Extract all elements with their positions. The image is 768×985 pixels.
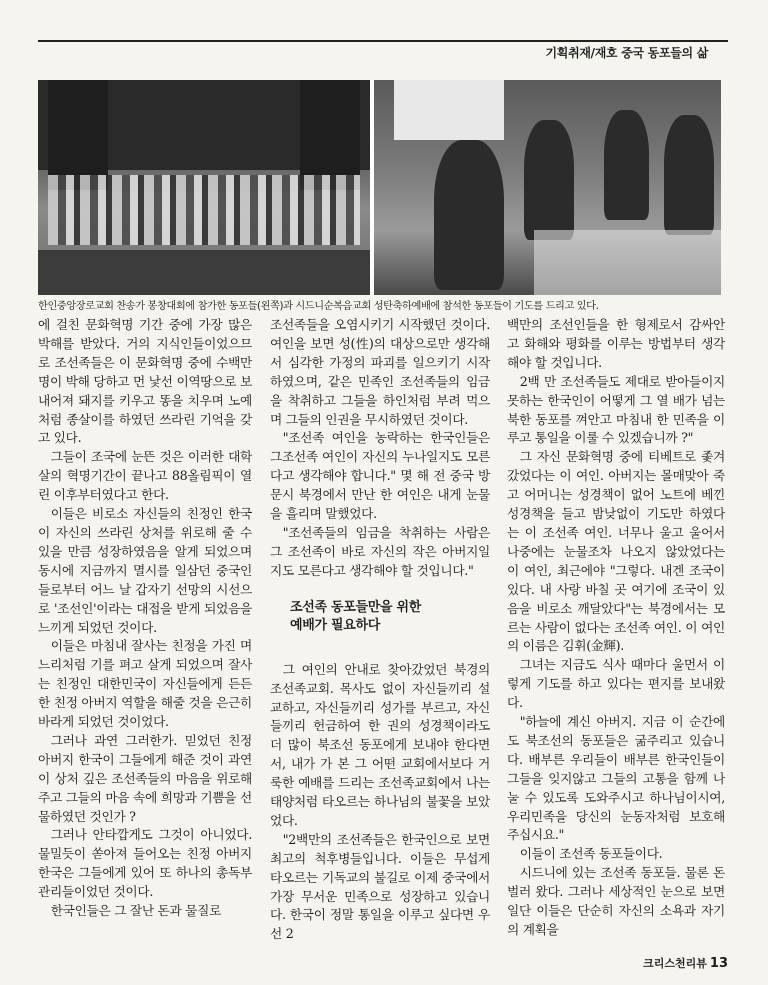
paragraph: 에 걸친 문화혁명 기간 중에 가장 많은 박해를 받았다. 거의 지식인들이었으므로 조선족들은 이 문화혁명 중에 수백만 명이 박해 당하고 먼 낯선 이역땅으로 보내어져 돼지를 키우고 똥을 치우며 노예처럼 종살이를 하였던 쓰라린 기억을 갖고 있다. — [38, 317, 252, 446]
page-number: 13 — [709, 956, 728, 971]
paragraph: 이들은 비로소 자신들의 친정인 한국이 자신의 쓰라린 상처를 위로해 줄 수 있을 만큼 성장하였음을 알게 되었으며 동시에 지금까지 멸시를 일삼던 중국인들로부터 어느 날 갑자기 선망의 시선으로 '조선인'이라는 대접을 받게 되었음을 느끼게 되었던 것이다. — [38, 506, 252, 635]
paragraph: 그 자신 문화혁명 중에 티베트로 좇겨갔었다는 이 여인. 아버지는 몰매맞아 죽고 어머니는 성경책이 없어 노트에 베낀 성경책을 들고 밤낮없이 기도만 하였다는 이 조선족 여인. 너무나 울고 울어서 나중에는 눈물조차 나오지 않았었다는 이 여인, 최근에야 "그렇다. 내겐 조국이 있다. 내 사랑 바칠 곳 여기에 조국이 있음을 비로소 깨달았다"는 북경에서는 모르는 사람이 없다는 조선족 여인. 이 여인의 이름은 김휘(金輝). — [507, 449, 725, 654]
prayer-photo — [374, 80, 721, 295]
paragraph: "2백만의 조선족들은 한국인으로 보면 최고의 척후병들입니다. 이들은 무섭게 타오르는 기독교의 불길로 이제 중국에서 가장 무서운 민족으로 성장하고 있습니다. 한국이 정말 통일을 이루고 싶다면 우선 2 — [270, 831, 490, 942]
publication-name: 크리스천리뷰 — [643, 957, 707, 970]
paragraph: 2백 만 조선족들도 제대로 받아들이지 못하는 한국인이 어떻게 그 열 배가 넘는 북한 동포를 껴안고 마침내 한 민족을 이루고 통일을 이룰 수 있겠습니까 ?" — [507, 373, 725, 446]
paragraph: 그러나 안타깝게도 그것이 아니었다. 물밀듯이 쏟아져 들어오는 친정 아버지 한국은 그들에게 있어 또 하나의 총독부 관리들이었던 것이다. — [38, 827, 252, 900]
subheading-line: 예배가 필요하다 — [290, 617, 381, 633]
photo-strip — [38, 80, 721, 295]
paragraph: "하늘에 계신 아버지. 지금 이 순간에도 북조선의 동포들은 굶주리고 있습니다. 배부른 우리들이 배부른 한국인들이 그들을 잊지않고 그들의 고통을 함께 나눌 수 있도록 도와주시고 하나님이시여, 우리민족을 당신의 눈동자처럼 보호해 주십시요." — [507, 714, 725, 843]
paragraph: "조선족 여인을 농락하는 한국인들은 그조선족 여인이 자신의 누나일지도 모른다고 생각해야 합니다." 몇 해 전 중국 방문시 북경에서 만난 한 여인은 내게 눈물을 흘리며 말했었다. — [270, 430, 490, 522]
article-column-1 — [38, 316, 252, 921]
paragraph: 그 여인의 안내로 찾아갔었던 북경의 조선족교회. 목사도 없이 자신들끼리 설교하고, 자신들끼리 성가를 부르고, 자신들끼리 헌금하여 한 권의 성경책이라도 더 많이 북조선 동포에게 보내야 한다면서, 내가 가 본 그 어떤 교회에서보다 거룩한 예배를 드리는 조선족교회에서 나는 태양처럼 타오르는 하나님의 불꽃을 보았었다. — [270, 661, 490, 828]
subheading-line: 조선족 동포들만을 위한 — [290, 599, 422, 615]
paragraph: 백만의 조선인들을 한 형제로서 감싸안고 화해와 평화를 이루는 방법부터 생각해야 할 것입니다. — [507, 317, 725, 370]
section-header: 기획취재/재호 중국 동포들의 삶 — [545, 46, 708, 60]
paragraph: 그녀는 지금도 식사 때마다 울먼서 이렇게 기도를 하고 있다는 편지를 보내왔다. — [507, 657, 725, 711]
paragraph: 이들이 조선족 동포들이다. — [519, 846, 663, 862]
paragraph: "조선족들의 임금을 착취하는 사람은 그 조선족이 바로 자신의 작은 아버지일지도 모른다고 생각해야 할 것입니다." — [270, 524, 490, 578]
paragraph: 시드니에 있는 조선족 동포들. 물론 돈벌러 왔다. 그러나 세상적인 눈으로 보면 일단 이들은 단순히 자신의 소욕과 자기의 계획을 — [507, 865, 725, 937]
paragraph: 이들은 마침내 잘사는 친정을 가진 며느리처럼 기를 펴고 살게 되었으며 잘사는 친정인 대한민국이 자신들에게 든든한 친정 아버지 역할을 해줄 것을 은근히 바라게 되었던 것이었다. — [38, 638, 252, 730]
paragraph: 조선족들을 오염시키기 시작했던 것이다. 여인을 보면 성(性)의 대상으로만 생각해서 심각한 가정의 파괴를 일으키기 시작하였으며, 같은 민족인 조선족들의 임금을 착취하고 그들을 하인처럼 부려 먹으며 그들의 인권을 무시하였던 것이다. — [270, 317, 490, 427]
page-footer — [643, 955, 728, 971]
article-column-2 — [270, 316, 490, 944]
paragraph: 그들이 조국에 눈뜬 것은 이러한 대학살의 혁명기간이 끝나고 88올림픽이 열린 이후부터였다고 한다. — [38, 449, 252, 503]
article-column-3 — [507, 316, 725, 940]
choir-photo — [38, 80, 370, 295]
header-rule — [38, 40, 728, 42]
photo-caption: 한인중앙장로교회 찬송가 봉창대회에 참가한 동포들(왼쪽)과 시드니순복음교회 성탄축하예배에 참석한 동포들이 기도를 드리고 있다. — [38, 301, 599, 312]
paragraph: 한국인들은 그 잘난 돈과 물질로 — [50, 903, 222, 919]
subheading — [290, 599, 490, 635]
paragraph: 그러나 과연 그러한가. 믿었던 친정 아버지 한국이 그들에게 해준 것이 과연 이 상처 깊은 조선족들의 마음을 위로해 주고 그들의 마음 속에 희망과 기쁨을 선물하였던 것인가 ? — [38, 732, 252, 824]
